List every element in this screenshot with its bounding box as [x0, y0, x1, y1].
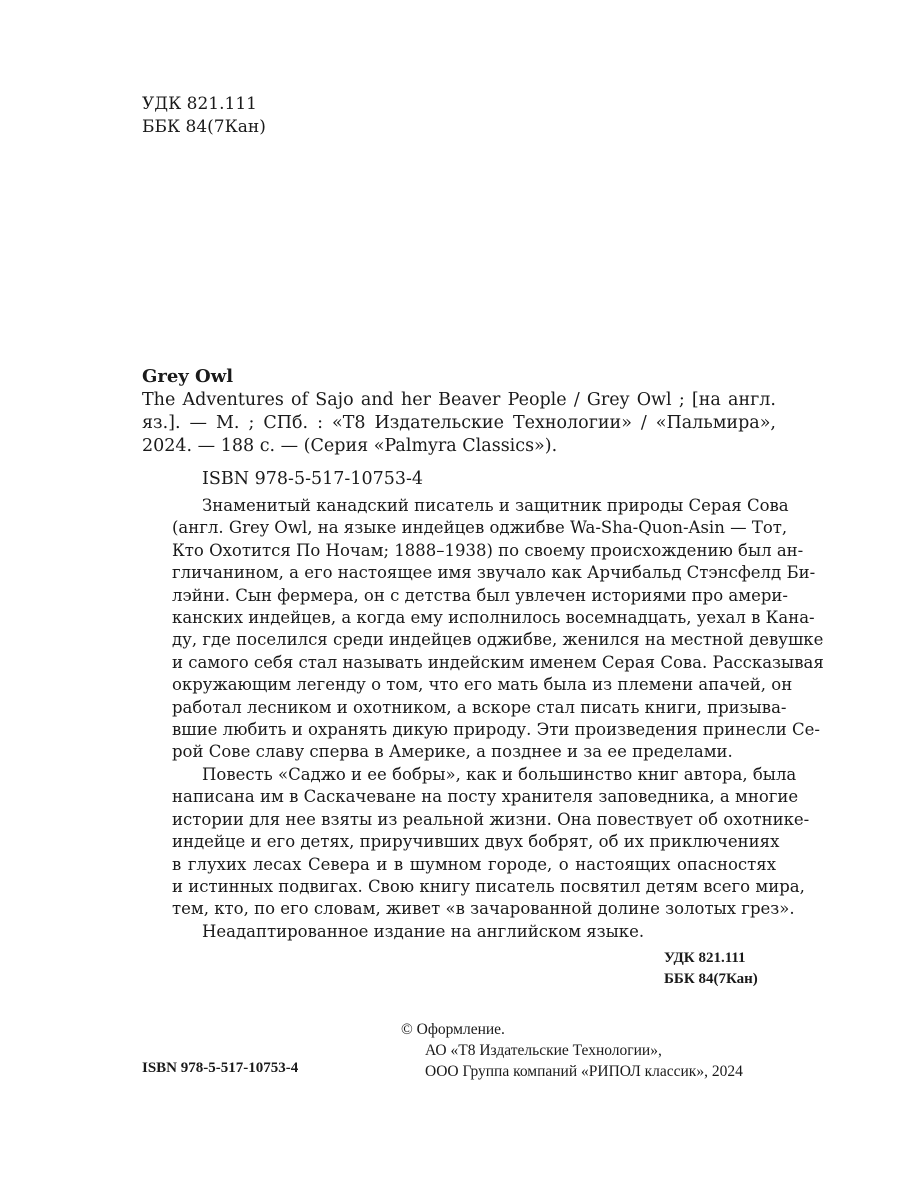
annotation-line: индейце и его детях, приручивших двух бобрят, об их приключениях — [172, 832, 780, 852]
copyright-line: © Оформление. — [401, 1021, 505, 1038]
annotation-line: тем, кто, по его словам, живет «в зачарованной долине золотых грез». — [172, 899, 795, 919]
bibliographic-record — [142, 389, 776, 459]
isbn-main: ISBN 978-5-517-10753-4 — [202, 469, 424, 489]
annotation-line: рой Сове славу сперва в Америке, а позднее и за ее пределами. — [172, 742, 733, 762]
bbk-code: ББК 84(7Кан) — [142, 117, 266, 137]
author-name: Grey Owl — [142, 366, 234, 387]
annotation-line: лэйни. Сын фермера, он с детства был увлечен историями про амери- — [172, 585, 788, 605]
annotation-line: Кто Охотится По Ночам; 1888–1938) по своему происхождению был ан- — [172, 540, 804, 560]
annotation-line: и самого себя стал называть индейским именем Серая Сова. Рассказывая — [172, 652, 824, 672]
annotation-line: окружающим легенду о том, что его мать была из племени апачей, он — [172, 675, 793, 695]
annotation — [172, 495, 824, 943]
annotation-line: Повесть «Саджо и ее бобры», как и большинство книг автора, была — [202, 764, 797, 784]
top-classification-codes — [142, 93, 266, 139]
annotation-line: вшие любить и охранять дикую природу. Эти произведения принесли Се- — [172, 720, 820, 740]
annotation-note: Неадаптированное издание на английском языке. — [202, 921, 645, 941]
annotation-line: гличанином, а его настоящее имя звучало как Арчибальд Стэнсфелд Би- — [172, 563, 816, 583]
udk-code-bottom: УДК 821.111 — [664, 950, 746, 966]
bibliographic-line: яз.]. — М. ; СПб. : «Т8 Издательские Технологии» / «Пальмира», — [142, 413, 776, 434]
copyright-line: ООО Группа компаний «РИПОЛ классик», 2024 — [425, 1063, 743, 1080]
annotation-line: и истинных подвигах. Свою книгу писатель посвятил детям всего мира, — [172, 876, 805, 896]
copyright-line: АО «Т8 Издательские Технологии», — [425, 1042, 662, 1059]
annotation-line: ду, где поселился среди индейцев оджибве, женился на местной девушке — [172, 630, 824, 650]
bibliographic-line: The Adventures of Sajo and her Beaver People / Grey Owl ; [на англ. — [142, 390, 776, 410]
bibliographic-line: 2024. — 188 с. — (Серия «Palmyra Classics»). — [142, 436, 558, 457]
annotation-line: канских индейцев, а когда ему исполнилось восемнадцать, уехал в Кана- — [172, 608, 815, 628]
udk-code: УДК 821.111 — [142, 94, 257, 114]
annotation-line: (англ. Grey Owl, на языке индейцев оджибве Wa-Sha-Quon-Asin — Тот, — [172, 518, 788, 538]
copyright-block — [401, 1019, 743, 1082]
bbk-code-bottom: ББК 84(7Кан) — [664, 971, 758, 987]
isbn-bottom: ISBN 978-5-517-10753-4 — [142, 1060, 299, 1076]
bottom-classification-codes — [664, 948, 758, 990]
annotation-line: Знаменитый канадский писатель и защитник природы Серая Сова — [202, 496, 789, 515]
annotation-line: работал лесником и охотником, а вскоре стал писать книги, призыва- — [172, 697, 787, 717]
annotation-line: в глухих лесах Севера и в шумном городе, о настоящих опасностях — [172, 854, 776, 874]
annotation-line: написана им в Саскачеване на посту хранителя заповедника, а многие — [172, 787, 799, 807]
annotation-line: истории для нее взяты из реальной жизни. Она повествует об охотнике- — [172, 809, 810, 829]
